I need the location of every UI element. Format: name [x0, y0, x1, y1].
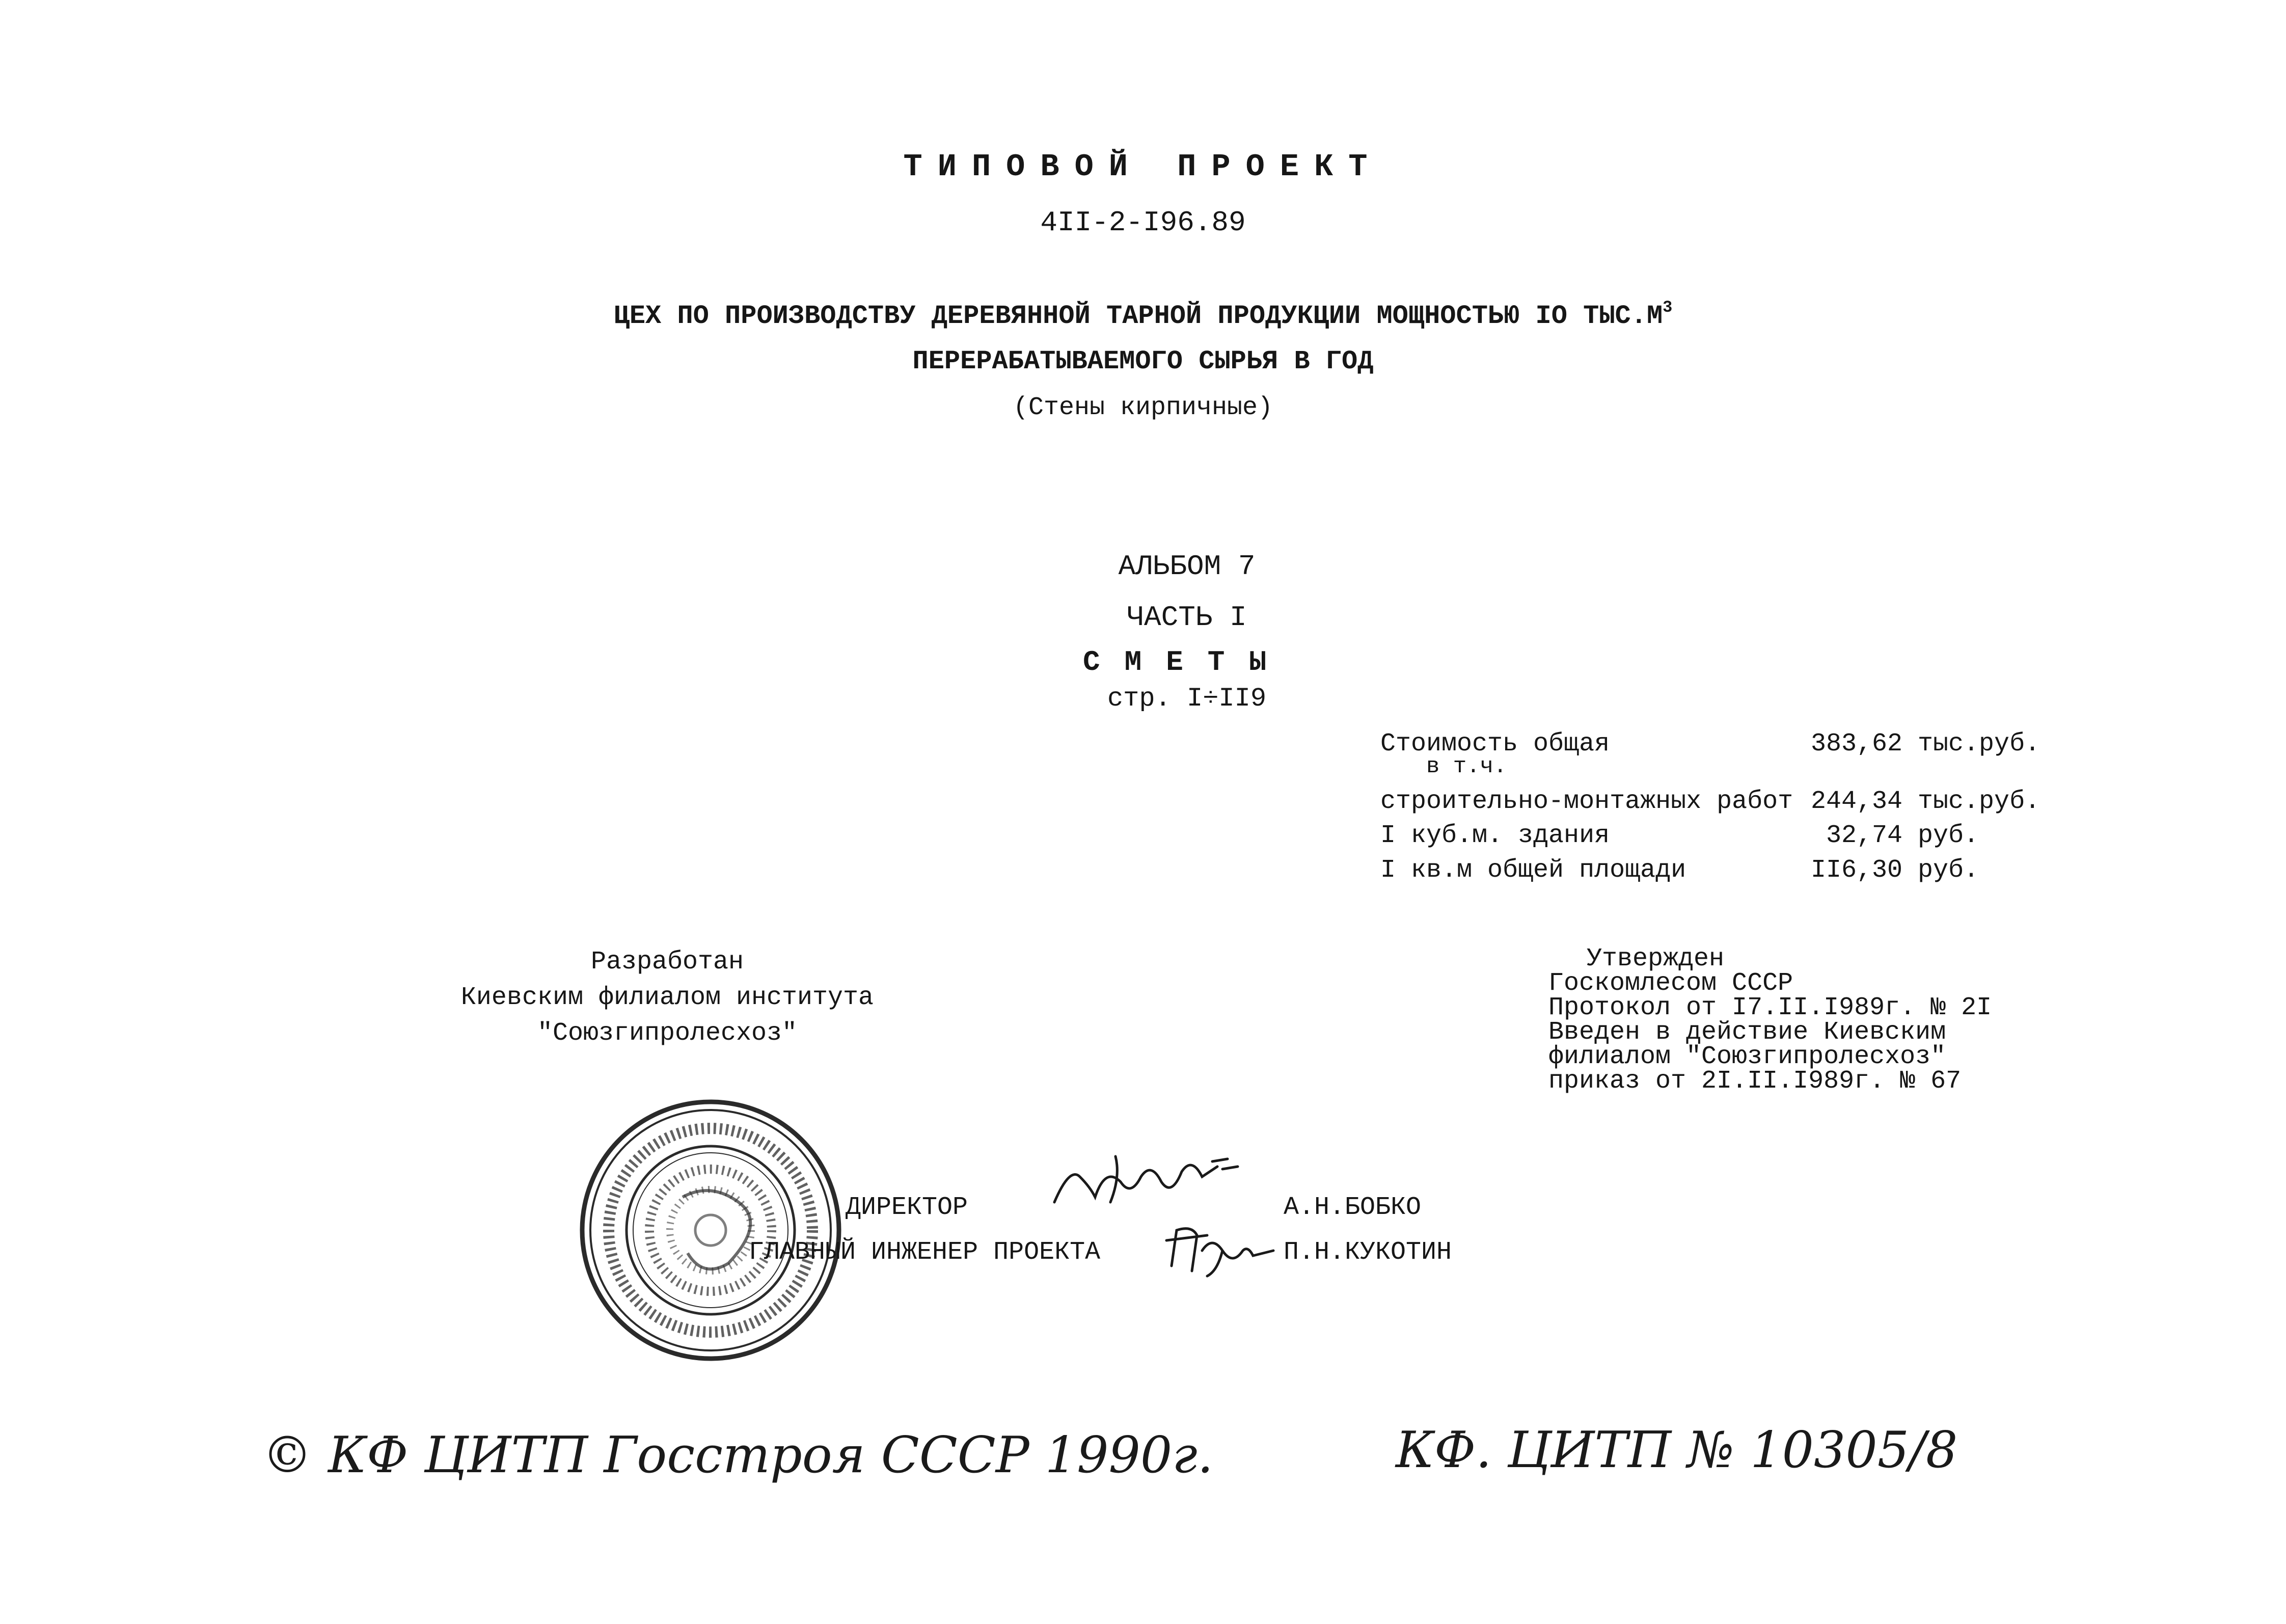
engineer-signature-icon: [1161, 1215, 1284, 1281]
inventory-handwritten: КФ. ЦИТП № 10305/8: [1396, 1421, 1958, 1479]
approval-line1: Утвержден: [1587, 944, 1725, 973]
signature-title: ГЛАВНЫЙ ИНЖЕНЕР ПРОЕКТА: [749, 1238, 1101, 1267]
signature-name: П.Н.КУКОТИН: [1284, 1238, 1452, 1267]
approval-line3: Протокол от I7.II.I989г. № 2I: [1548, 993, 1992, 1022]
signature-name: А.Н.БОБКО: [1284, 1193, 1422, 1222]
approval-line4: Введен в действие Киевским: [1548, 1018, 1946, 1047]
cost-label: в т.ч.: [1426, 754, 1507, 779]
album-number: АЛЬБОМ 7: [1118, 550, 1256, 583]
cost-value: 244,34 тыс.руб.: [1811, 787, 2040, 816]
title-line1-text: ЦЕХ ПО ПРОИЗВОДСТВУ ДЕРЕВЯННОЙ ТАРНОЙ ПРОДУКЦИИ МОЩНОСТЬЮ IO ТЫС.М: [613, 301, 1663, 331]
approval-line5: филиалом "Союзгипролесхоз": [1548, 1042, 1946, 1071]
cost-label: I куб.м. здания: [1380, 821, 1610, 850]
project-subtitle: (Стены кирпичные): [1013, 393, 1273, 422]
round-seal-icon: [576, 1095, 846, 1365]
album-pages: стр. I÷II9: [1107, 684, 1267, 714]
project-title-line1: [0, 298, 2286, 331]
developer-line1: Разработан: [590, 948, 744, 977]
approval-line6: приказ от 2I.II.I989г. № 67: [1548, 1067, 1962, 1096]
signature-title: ДИРЕКТОР: [846, 1193, 968, 1222]
title-superscript: 3: [1663, 298, 1673, 317]
doc-type-heading: ТИПОВОЙ ПРОЕКТ: [903, 149, 1383, 185]
cost-label: Стоимость общая: [1380, 729, 1610, 759]
developer-line2: Киевским филиалом института: [460, 983, 874, 1012]
director-signature-icon: [1049, 1146, 1253, 1212]
developer-line3: "Союзгипролесхоз": [537, 1019, 798, 1048]
project-number: 4II-2-I96.89: [1040, 206, 1246, 239]
cost-label: строительно-монтажных работ: [1380, 787, 1793, 816]
cost-value: 32,74 руб.: [1826, 821, 1979, 850]
copyright-handwritten: © КФ ЦИТП Госстроя СССР 1990г.: [262, 1426, 1213, 1484]
cost-value: II6,30 руб.: [1811, 856, 1979, 885]
project-title-line2: ПЕРЕРАБАТЫВАЕМОГО СЫРЬЯ В ГОД: [912, 346, 1374, 376]
album-name: СМЕТЫ: [1082, 646, 1291, 679]
cost-value: 383,62 тыс.руб.: [1811, 729, 2040, 759]
approval-line2: Госкомлесом СССР: [1548, 969, 1793, 998]
cost-label: I кв.м общей площади: [1380, 856, 1686, 885]
album-part: ЧАСТЬ I: [1127, 601, 1247, 634]
